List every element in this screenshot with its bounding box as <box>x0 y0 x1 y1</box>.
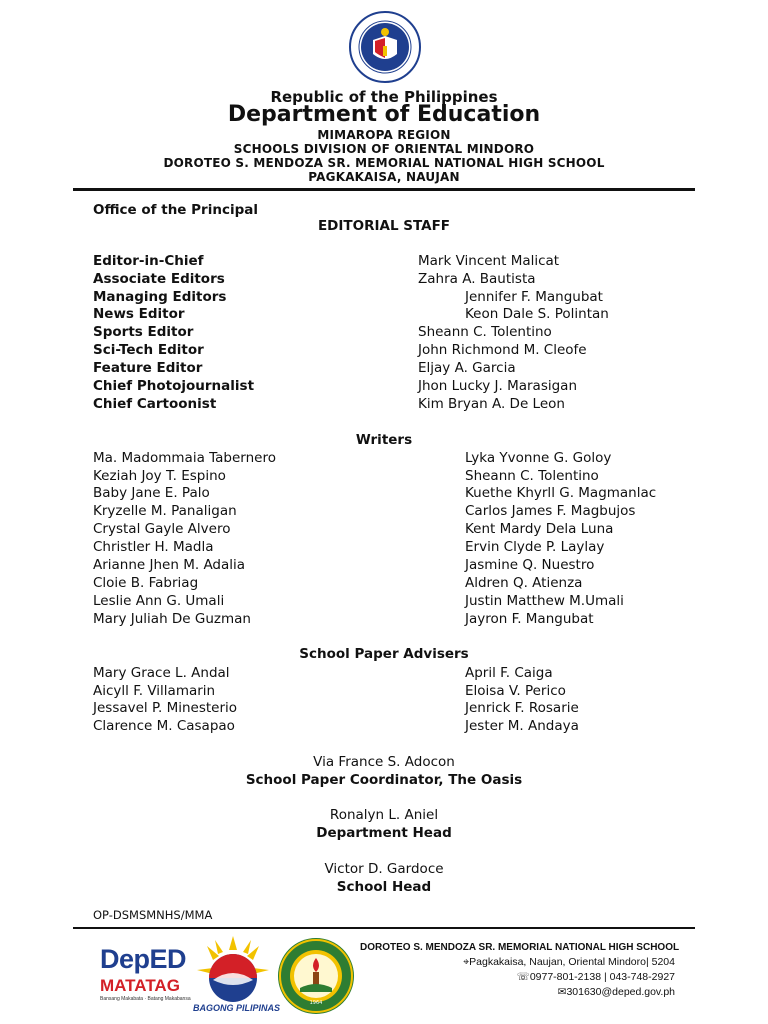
deped-wordmark: DepED <box>100 944 187 974</box>
position-role: Sports Editor <box>93 324 194 340</box>
position-name: Sheann C. Tolentino <box>418 324 552 340</box>
position-role: Feature Editor <box>93 360 203 376</box>
coordinator-title: School Paper Coordinator, The Oasis <box>245 772 523 788</box>
school-head-name: Victor D. Gardoce <box>324 861 444 877</box>
writer-name: Kuethe Khyrll G. Magmanlac <box>465 485 657 501</box>
email-icon: ✉ <box>557 986 567 998</box>
position-role: Chief Cartoonist <box>93 396 217 412</box>
writer-name: Kryzelle M. Panaligan <box>93 503 237 519</box>
footer-phone-row <box>360 970 675 985</box>
writer-name: Ma. Madommaia Tabernero <box>93 450 276 466</box>
advisers-heading: School Paper Advisers <box>299 646 469 662</box>
division-line: SCHOOLS DIVISION OF ORIENTAL MINDORO <box>233 142 535 156</box>
footer-divider <box>73 927 695 929</box>
writer-name: Christler H. Madla <box>93 539 214 555</box>
region-line: MIMAROPA REGION <box>317 128 451 142</box>
position-role: Sci-Tech Editor <box>93 342 204 358</box>
adviser-name: Aicyll F. Villamarin <box>93 683 216 699</box>
writer-name: Sheann C. Tolentino <box>465 468 599 484</box>
adviser-name: Mary Grace L. Andal <box>93 665 230 681</box>
writer-name: Arianne Jhen M. Adalia <box>93 557 246 573</box>
writer-name: Carlos James F. Magbujos <box>465 503 636 519</box>
position-name: John Richmond M. Cleofe <box>418 342 587 358</box>
writer-name: Mary Juliah De Guzman <box>93 611 251 627</box>
position-role: Managing Editors <box>93 289 227 305</box>
header-divider <box>73 188 695 191</box>
footer-school-name: DOROTEO S. MENDOZA SR. MEMORIAL NATIONAL HIGH SCHOOL <box>360 942 680 953</box>
position-role: Chief Photojournalist <box>93 378 255 394</box>
republic-line: Republic of the Philippines <box>270 88 498 106</box>
adviser-name: April F. Caiga <box>465 665 553 681</box>
position-name: Eljay A. Garcia <box>418 360 516 376</box>
position-role: News Editor <box>93 306 185 322</box>
adviser-name: Eloisa V. Perico <box>465 683 566 699</box>
writer-name: Justin Matthew M.Umali <box>465 593 624 609</box>
writer-name: Baby Jane E. Palo <box>93 485 210 501</box>
office-label: Office of the Principal <box>93 202 258 218</box>
department-title: Department of Education <box>227 102 541 127</box>
deped-seal-icon <box>348 10 422 84</box>
location-pin-icon: ⌖ <box>463 956 470 968</box>
position-role: Associate Editors <box>93 271 225 287</box>
position-role: Editor-in-Chief <box>93 253 204 269</box>
school-head-title: School Head <box>336 879 432 895</box>
writer-name: Lyka Yvonne G. Goloy <box>465 450 612 466</box>
writer-name: Crystal Gayle Alvero <box>93 521 231 537</box>
writer-name: Keziah Joy T. Espino <box>93 468 226 484</box>
writer-name: Cloie B. Fabriag <box>93 575 199 591</box>
adviser-name: Clarence M. Casapao <box>93 718 235 734</box>
writer-name: Aldren Q. Atienza <box>465 575 583 591</box>
adviser-name: Jenrick F. Rosarie <box>465 700 579 716</box>
adviser-name: Jester M. Andaya <box>465 718 579 734</box>
position-name: Jhon Lucky J. Marasigan <box>418 378 578 394</box>
position-name: Zahra A. Bautista <box>418 271 536 287</box>
footer-email: 301630@deped.gov.ph <box>566 986 675 998</box>
coordinator-name: Via France S. Adocon <box>313 754 455 770</box>
position-name: Mark Vincent Malicat <box>418 253 560 269</box>
position-name: Kim Bryan A. De Leon <box>418 396 565 412</box>
department-head-name: Ronalyn L. Aniel <box>329 807 439 823</box>
bagong-pilipinas-sun-icon <box>195 936 271 1004</box>
position-name: Jennifer F. Mangubat <box>465 289 603 305</box>
deped-matatag-logo <box>100 944 192 1014</box>
document-code: OP-DSMSMNHS/MMA <box>93 908 213 922</box>
matatag-wordmark: MATATAG <box>100 976 180 995</box>
matatag-tagline: Bansang Makabata · Batang Makabansa <box>100 996 191 1002</box>
adviser-name: Jessavel P. Minesterio <box>93 700 238 716</box>
address-line: PAGKAKAISA, NAUJAN <box>308 170 460 184</box>
writer-name: Ervin Clyde P. Laylay <box>465 539 605 555</box>
footer-address-row <box>360 955 675 970</box>
writer-name: Jasmine Q. Nuestro <box>465 557 595 573</box>
position-name: Keon Dale S. Polintan <box>465 306 609 322</box>
editorial-staff-title: EDITORIAL STAFF <box>317 218 451 234</box>
bagong-pilipinas-label: BAGONG PILIPINAS <box>193 1003 281 1013</box>
school-seal-year: 1964 <box>309 1000 323 1006</box>
writers-heading: Writers <box>355 432 413 448</box>
writer-name: Leslie Ann G. Umali <box>93 593 225 609</box>
phone-icon: ☏ <box>516 971 530 983</box>
writer-name: Jayron F. Mangubat <box>465 611 594 627</box>
footer-phone: 0977-801-2138 | 043-748-2927 <box>529 971 675 983</box>
footer-email-row <box>360 985 675 1000</box>
school-line: DOROTEO S. MENDOZA SR. MEMORIAL NATIONAL HIGH SCHOOL <box>163 156 605 170</box>
department-head-title: Department Head <box>316 825 452 841</box>
writer-name: Kent Mardy Dela Luna <box>465 521 614 537</box>
footer-address: Pagkakaisa, Naujan, Oriental Mindoro| 5204 <box>469 956 675 968</box>
